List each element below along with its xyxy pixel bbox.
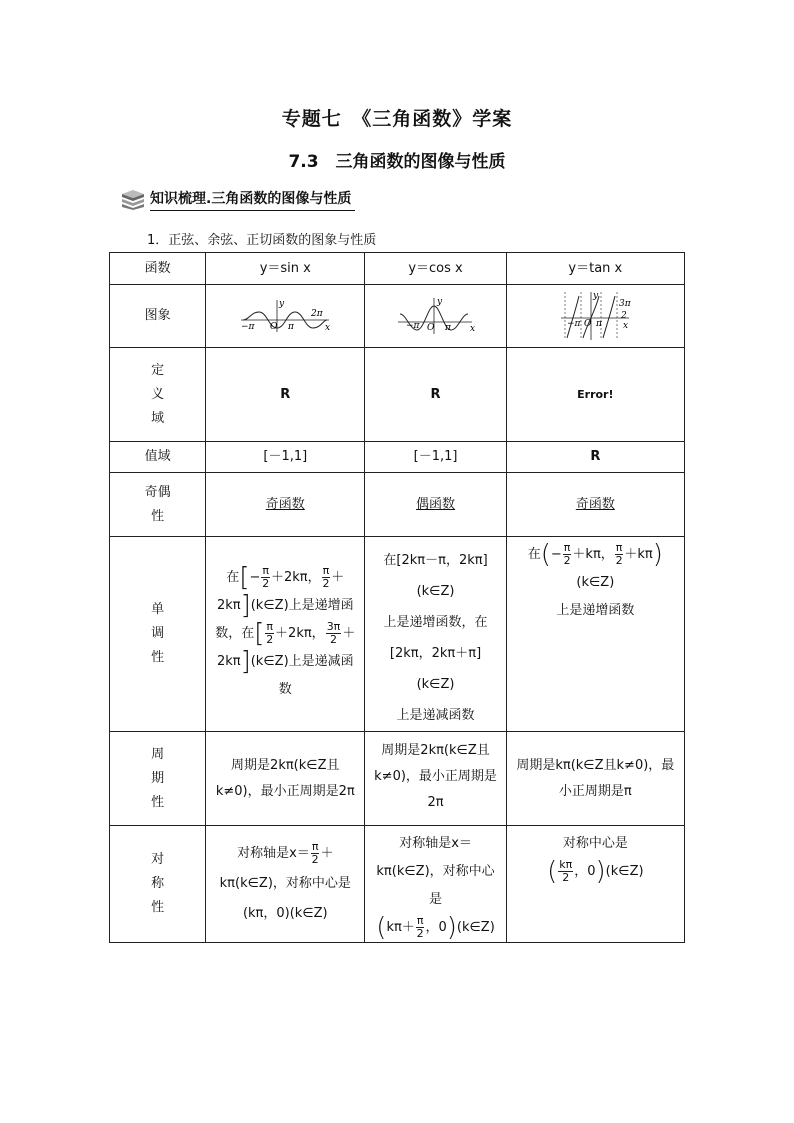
row-label-parity	[110, 473, 206, 537]
row-label-char: 性	[151, 650, 165, 665]
row-label-char: 调	[151, 626, 165, 641]
table-row-range	[110, 442, 685, 473]
header-tan: y＝tan x	[506, 253, 684, 285]
row-label-char: 性	[151, 508, 165, 524]
row-label-domain	[110, 348, 206, 442]
page-subtitle: 7.3 三角函数的图像与性质	[288, 152, 506, 172]
sin-pi-label: π	[288, 322, 295, 332]
row-label-symmetry	[110, 826, 206, 943]
row-label-range: 值域	[110, 442, 206, 473]
row-label-char: 称	[151, 876, 165, 891]
row-label-char: 奇偶	[144, 484, 171, 500]
parity-sin: 奇函数	[206, 473, 365, 537]
period-tan: 周期是kπ(k∈Z且k≠0)，最小正周期是π	[506, 732, 684, 826]
section-heading	[120, 186, 355, 212]
tan-three-pi-label: 3π	[619, 299, 631, 309]
graph-cell-cos	[365, 285, 506, 348]
table-row-domain	[110, 348, 685, 442]
range-cos: [－1,1]	[365, 442, 506, 473]
row-label-char: 期	[151, 770, 165, 786]
section-heading-text: 知识梳理.三角函数的图像与性质	[150, 188, 355, 211]
row-label-char: 性	[151, 794, 165, 810]
sin-origin-label: O	[270, 322, 278, 332]
tan-x-label: x	[623, 321, 629, 331]
table-row-symmetry	[110, 826, 685, 943]
parity-cos: 偶函数	[365, 473, 506, 537]
row-label-char: 单	[151, 602, 165, 617]
symmetry-cos: 对称轴是x＝kπ(k∈Z)，对称中心是 (kπ＋ $\frac{\pi}{2}$ ，0)(k∈Z)	[365, 826, 506, 943]
symmetry-tan: 对称中心是 ( $\frac{k\pi}{2}$ ，0)(k∈Z)	[506, 826, 684, 943]
page-title: 专题七 《三角函数》学案	[281, 108, 513, 130]
monotonic-tan: 在(− $\frac{\pi}{2}$ ＋kπ， $\frac{\pi}{2}$ ＋kπ)(k∈Z) 上是递增函数	[506, 537, 684, 732]
row-label-function: 函数	[110, 253, 206, 285]
sin-x-label: x	[325, 323, 331, 333]
tan-neg-pi-label: −π	[567, 319, 581, 329]
cosine-graph	[394, 296, 478, 336]
row-label-char: 域	[151, 410, 165, 426]
book-stack-icon	[120, 188, 146, 210]
graph-cell-sin	[206, 285, 365, 348]
row-label-monotonic	[110, 537, 206, 732]
row-label-char: 定	[151, 362, 165, 378]
tan-y-label: y	[593, 291, 599, 301]
sin-neg-pi-label: −π	[241, 322, 255, 332]
domain-tan: Error!	[506, 348, 684, 442]
tan-origin-label: O	[584, 319, 592, 329]
tangent-graph	[559, 290, 631, 342]
header-cos: y＝cos x	[365, 253, 506, 285]
row-label-char: 义	[151, 386, 165, 402]
domain-sin: R	[206, 348, 365, 442]
row-label-graph: 图象	[110, 285, 206, 348]
table-row-period	[110, 732, 685, 826]
parity-tan: 奇函数	[506, 473, 684, 537]
sine-graph	[237, 298, 333, 334]
tan-pi-label: π	[596, 319, 603, 329]
graph-cell-tan	[506, 285, 684, 348]
header-sin: y＝sin x	[206, 253, 365, 285]
table-row-graph	[110, 285, 685, 348]
cos-pi-label: π	[444, 323, 451, 333]
trig-properties-table	[109, 252, 685, 943]
range-sin: [－1,1]	[206, 442, 365, 473]
cos-neg-pi-label: −π	[405, 321, 419, 331]
table-row-parity	[110, 473, 685, 537]
symmetry-sin: 对称轴是x＝ $\frac{\pi}{2}$ ＋kπ(k∈Z)，对称中心是(kπ，0)(k∈Z)	[206, 826, 365, 943]
cos-y-label: y	[436, 297, 442, 307]
row-label-char: 周	[151, 746, 165, 762]
monotonic-cos: 在[2kπ－π，2kπ](k∈Z) 上是递增函数，在 [2kπ，2kπ＋π](k∈Z) 上是递减函数	[365, 537, 506, 732]
intro-line: 1．正弦、余弦、正切函数的图象与性质	[147, 233, 377, 248]
row-label-char: 性	[151, 900, 165, 915]
table-row-header	[110, 253, 685, 285]
cos-origin-label: O	[426, 323, 434, 333]
period-sin: 周期是2kπ(k∈Z且k≠0)，最小正周期是2π	[206, 732, 365, 826]
row-label-period	[110, 732, 206, 826]
table-row-monotonic	[110, 537, 685, 732]
row-label-char: 对	[151, 852, 165, 867]
tan-two-label: 2	[621, 311, 628, 321]
range-tan: R	[506, 442, 684, 473]
cos-x-label: x	[469, 324, 475, 334]
period-cos: 周期是2kπ(k∈Z且k≠0)，最小正周期是2π	[365, 732, 506, 826]
monotonic-sin: 在[− $\frac{\pi}{2}$ ＋2kπ， $\frac{\pi}{2}$ ＋2kπ](k∈Z)上是递增函数，在[ $\frac{\pi}{2}$ ＋2kπ， $\frac{3\pi}{2}$ ＋2kπ](k∈Z)上是递减函数	[206, 537, 365, 732]
domain-cos: R	[365, 348, 506, 442]
sin-two-pi-label: 2π	[311, 309, 323, 319]
sin-y-label: y	[279, 299, 285, 309]
